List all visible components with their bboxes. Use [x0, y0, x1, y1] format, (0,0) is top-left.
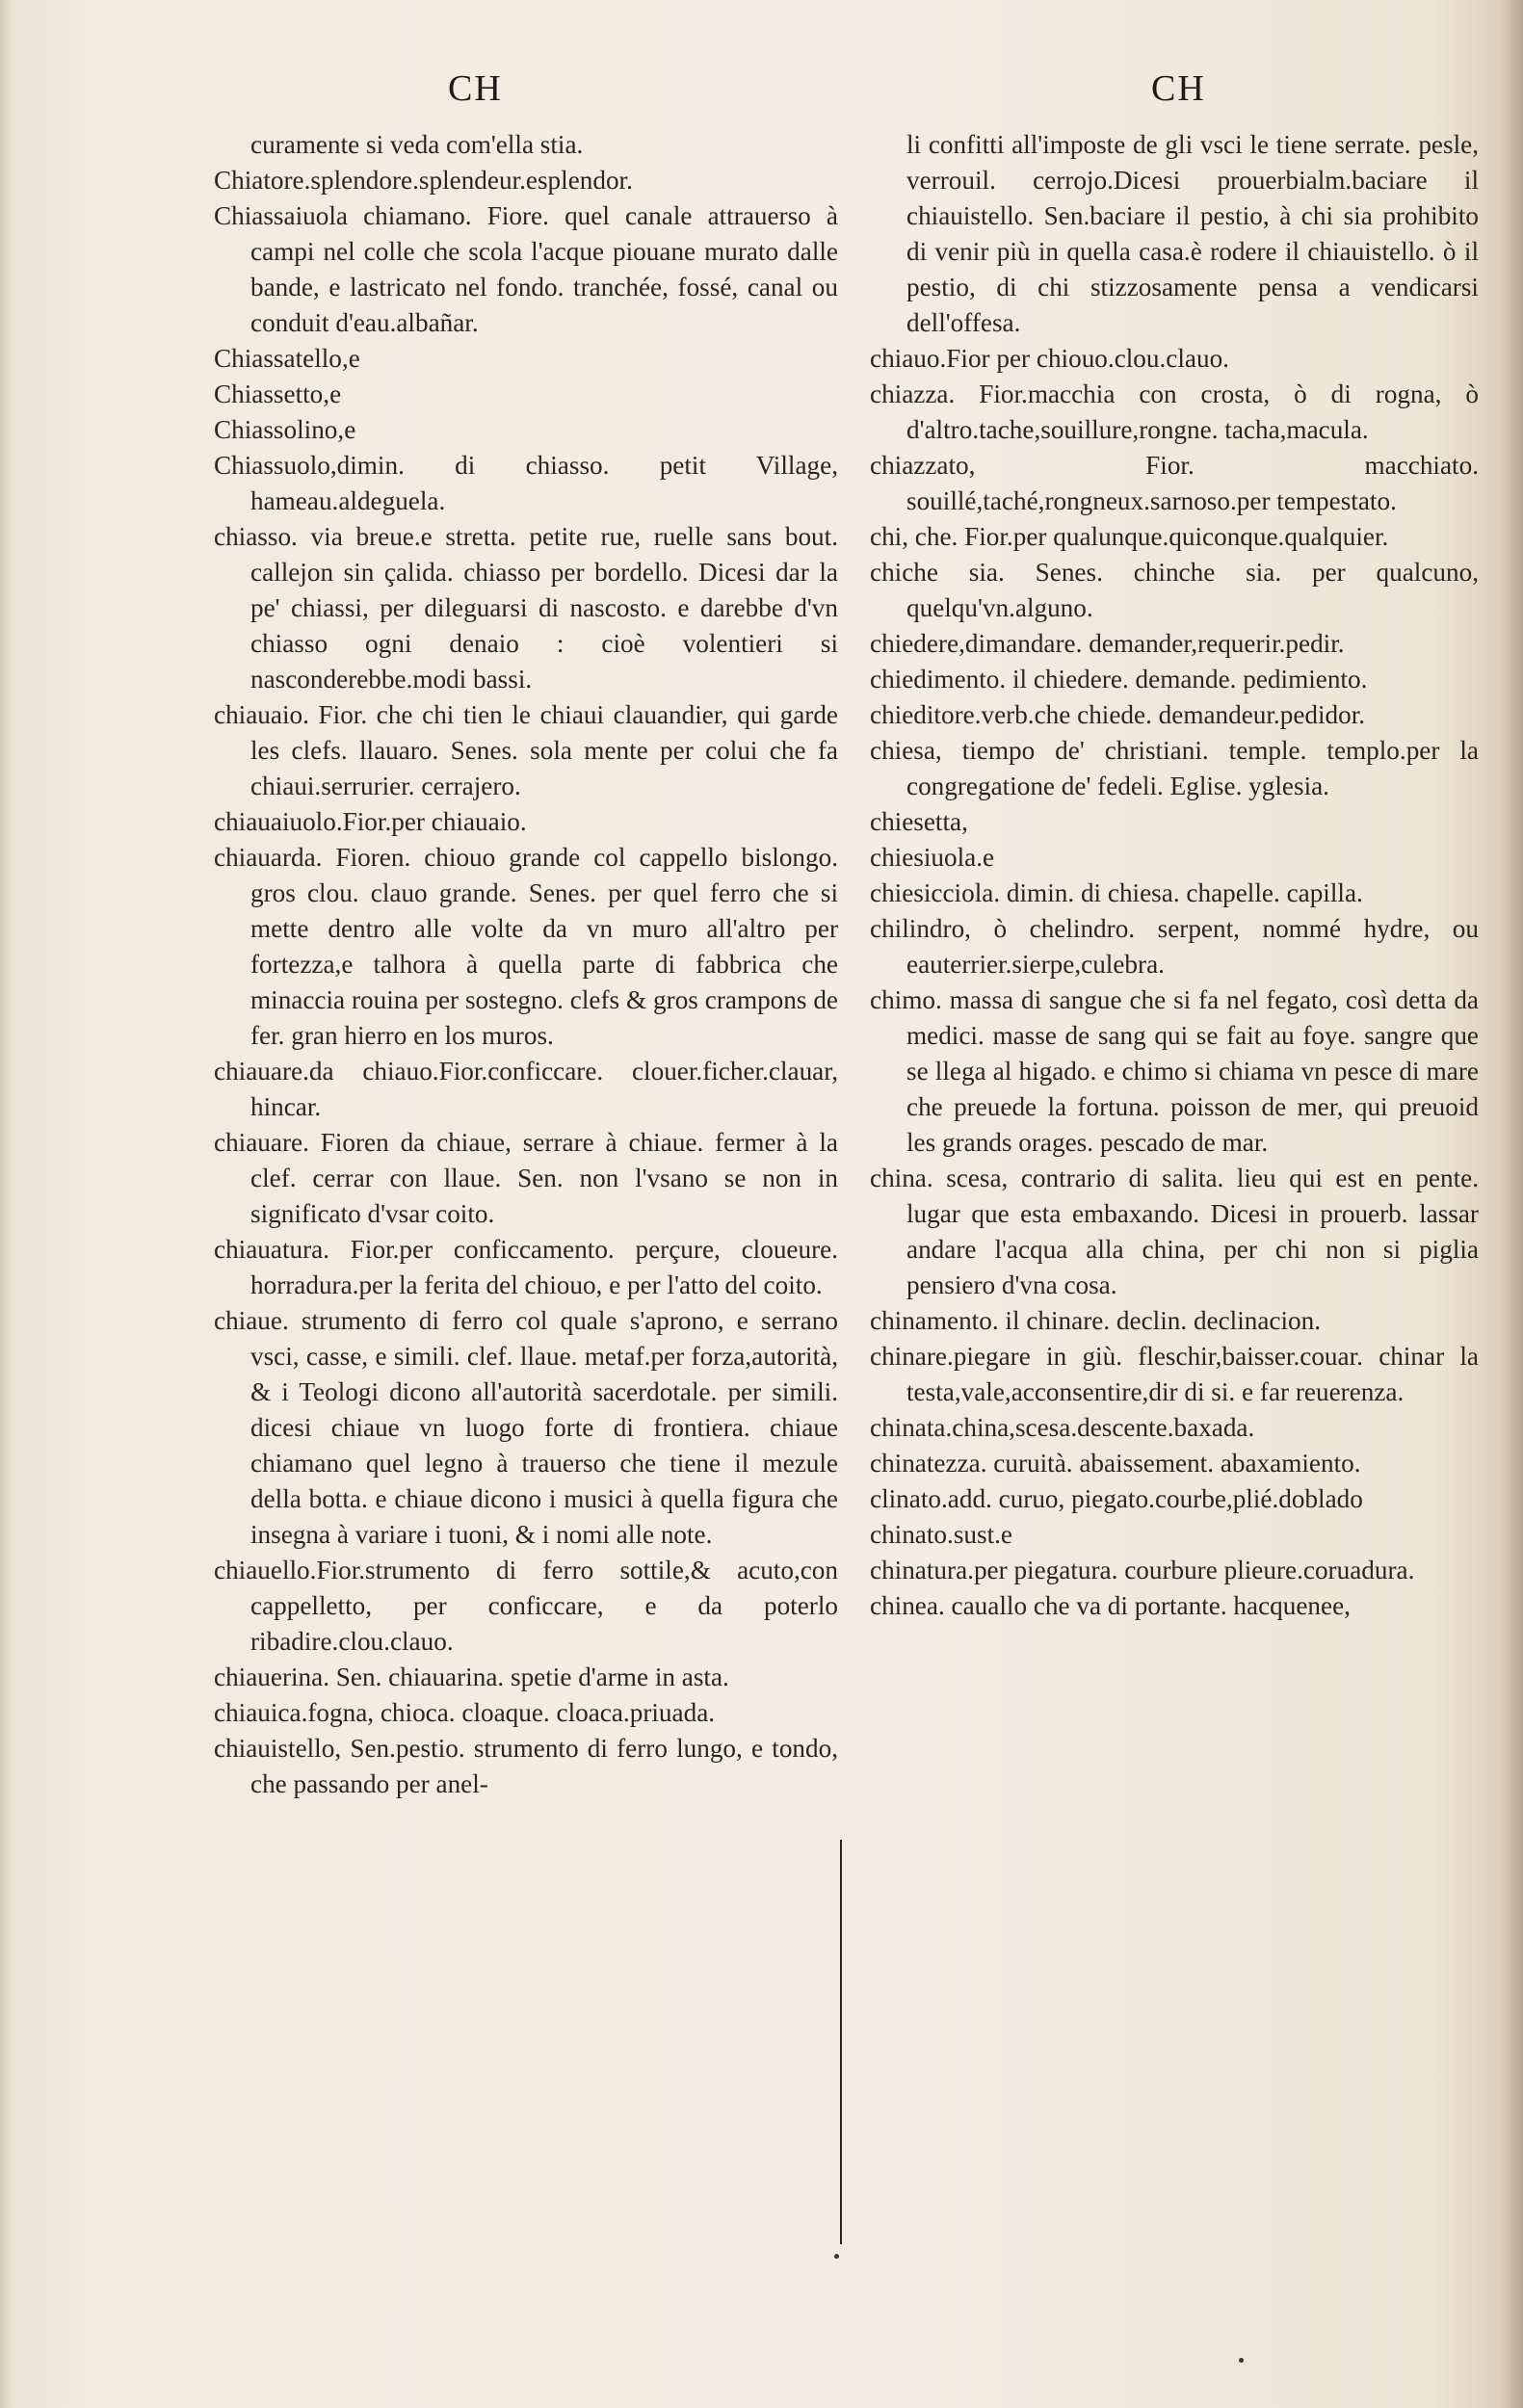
- dictionary-entry: chinatura.per piegatura. courbure plieure.coruadura.: [870, 1556, 1415, 1584]
- dictionary-entry: chiauare.da chiauo.Fior.conficcare. clouer.ficher.clauar, hincar.: [214, 1057, 838, 1121]
- dictionary-entry: Chiassolino,e: [214, 415, 356, 444]
- dictionary-entry: chiesiuola.e: [870, 843, 995, 872]
- dictionary-entry: chinatezza. curuità. abaissement. abaxamiento.: [870, 1449, 1361, 1478]
- dictionary-entry: chiauello.Fior.strumento di ferro sottile,& acuto,con cappelletto, per conficcare, e da poterlo ribadire.clou.clauo.: [214, 1556, 838, 1656]
- dictionary-entry: Chiatore.splendore.splendeur.esplendor.: [214, 166, 633, 195]
- dictionary-entry: chinamento. il chinare. declin. declinacion.: [870, 1306, 1322, 1335]
- dictionary-entry: chieditore.verb.che chiede. demandeur.pedidor.: [870, 700, 1366, 729]
- column-divider-rule: [840, 1840, 842, 2244]
- dictionary-entry: li confitti all'imposte de gli vsci le tiene serrate. pesle, verrouil. cerrojo.Dicesi prouerbialm.baciare il chiauistello. Sen.baciare il pestio, à chi sia prohibito di venir più in quella casa.è rodere il chiauistello. ò il pestio, di chi stizzosamente pensa a vendicarsi dell'offesa.: [906, 130, 1479, 337]
- dictionary-entry: Chiassuolo,dimin. di chiasso. petit Village, hameau.aldeguela.: [214, 451, 838, 515]
- dictionary-entry: chiedere,dimandare. demander,requerir.pedir.: [870, 629, 1345, 658]
- dictionary-entry: chiauo.Fior per chiouo.clou.clauo.: [870, 344, 1229, 373]
- dictionary-entry: chiaue. strumento di ferro col quale s'aprono, e serrano vsci, casse, e simili. clef. llaue. metaf.per forza,autorità, & i Teologi dicono all'autorità sacerdotale. per simili. dicesi chiaue vn luogo forte di frontiera. chiaue chiamano quel legno à trauerso che tiene il mezule della botta. e chiaue dicono i musici à quella figura che insegna à variare i tuoni, & i nomi alle note.: [214, 1306, 838, 1549]
- running-header-right: CH: [1151, 68, 1206, 109]
- dictionary-entry: chiazza. Fior.macchia con crosta, ò di rogna, ò d'altro.tache,souillure,rongne. tacha,macula.: [870, 380, 1479, 444]
- dictionary-entry: chiauatura. Fior.per conficcamento. perçure, cloueure. horradura.per la ferita del chiouo, e per l'atto del coito.: [214, 1235, 838, 1299]
- dictionary-entry: clinato.add. curuo, piegato.courbe,plié.doblado: [870, 1484, 1363, 1513]
- dictionary-entry: chinata.china,scesa.descente.baxada.: [870, 1413, 1255, 1442]
- dictionary-entry: chinato.sust.e: [870, 1520, 1012, 1549]
- dictionary-entry: chiasso. via breue.e stretta. petite rue, ruelle sans bout. callejon sin çalida. chiasso per bordello. Dicesi dar la pe' chiassi, per dileguarsi di nascosto. e darebbe d'vn chiasso ogni denaio : cioè volentieri si nasconderebbe.modi bassi.: [214, 522, 838, 694]
- dictionary-entry: chiauare. Fioren da chiaue, serrare à chiaue. fermer à la clef. cerrar con llaue. Sen. non l'vsano se non in significato d'vsar coito.: [214, 1128, 838, 1228]
- running-header-left: CH: [448, 68, 503, 109]
- dictionary-entry: chiche sia. Senes. chinche sia. per qualcuno, quelqu'vn.alguno.: [870, 558, 1479, 622]
- dictionary-entry: chiauerina. Sen. chiauarina. spetie d'arme in asta.: [214, 1662, 729, 1691]
- dictionary-entry: chiauaiuolo.Fior.per chiauaio.: [214, 807, 527, 836]
- dictionary-entry: chinare.piegare in giù. fleschir,baisser.couar. chinar la testa,vale,acconsentire,dir di si. e far reuerenza.: [870, 1342, 1479, 1406]
- dictionary-entry: chinea. cauallo che va di portante. hacquenee,: [870, 1591, 1351, 1620]
- dictionary-entry: curamente si veda com'ella stia.: [250, 130, 584, 159]
- dictionary-entry: chiedimento. il chiedere. demande. pedimiento.: [870, 665, 1368, 694]
- dictionary-entry: Chiassatello,e: [214, 344, 360, 373]
- dictionary-entry: chilindro, ò chelindro. serpent, nommé hydre, ou eauterrier.sierpe,culebra.: [870, 914, 1479, 979]
- ink-mark: [834, 2254, 839, 2259]
- ink-mark: [1239, 2358, 1244, 2363]
- dictionary-entry: Chiassaiuola chiamano. Fiore. quel canale attrauerso à campi nel colle che scola l'acque piouane murato dalle bande, e lastricato nel fondo. tranchée, fossé, canal ou conduit d'eau.albañar.: [214, 201, 838, 337]
- left-column: [214, 127, 838, 1802]
- dictionary-entry: chi, che. Fior.per qualunque.quiconque.qualquier.: [870, 522, 1389, 551]
- dictionary-entry: chiesa, tiempo de' christiani. temple. templo.per la congregatione de' fedeli. Eglise. yglesia.: [870, 736, 1479, 800]
- page-edge-shadow-right: [1500, 0, 1523, 2408]
- dictionary-entry: chiauarda. Fioren. chiouo grande col cappello bislongo. gros clou. clauo grande. Senes. per quel ferro che si mette dentro alle volte da vn muro all'altro per fortezza,e talhora à quella parte di fabbrica che minaccia rouina per sostegno. clefs & gros crampons de fer. gran hierro en los muros.: [214, 843, 838, 1050]
- dictionary-entry: chiesetta,: [870, 807, 968, 836]
- dictionary-entry: chiazzato, Fior. macchiato. souillé,taché,rongneux.sarnoso.per tempestato.: [870, 451, 1479, 515]
- dictionary-entry: chiauaio. Fior. che chi tien le chiaui clauandier, qui garde les clefs. llauaro. Senes. sola mente per colui che fa chiaui.serrurier. cerrajero.: [214, 700, 838, 800]
- dictionary-entry: chimo. massa di sangue che si fa nel fegato, così detta da medici. masse de sang qui se fait au foye. sangre que se llega al higado. e chimo si chiama vn pesce di mare che preuede la fortuna. poisson de mer, qui preuoid les grands orages. pescado de mar.: [870, 985, 1479, 1157]
- dictionary-entry: Chiassetto,e: [214, 380, 342, 408]
- dictionary-entry: china. scesa, contrario di salita. lieu qui est en pente. lugar que esta embaxando. Dicesi in prouerb. lassar andare l'acqua alla china, per chi non si piglia pensiero d'vna cosa.: [870, 1164, 1479, 1299]
- dictionary-entry: chiauistello, Sen.pestio. strumento di ferro lungo, e tondo, che passando per anel-: [214, 1734, 838, 1798]
- dictionary-entry: chiauica.fogna, chioca. cloaque. cloaca.priuada.: [214, 1698, 716, 1727]
- page-edge-shadow-left: [0, 0, 13, 2408]
- right-column: [870, 127, 1479, 1624]
- dictionary-entry: chiesicciola. dimin. di chiesa. chapelle. capilla.: [870, 878, 1363, 907]
